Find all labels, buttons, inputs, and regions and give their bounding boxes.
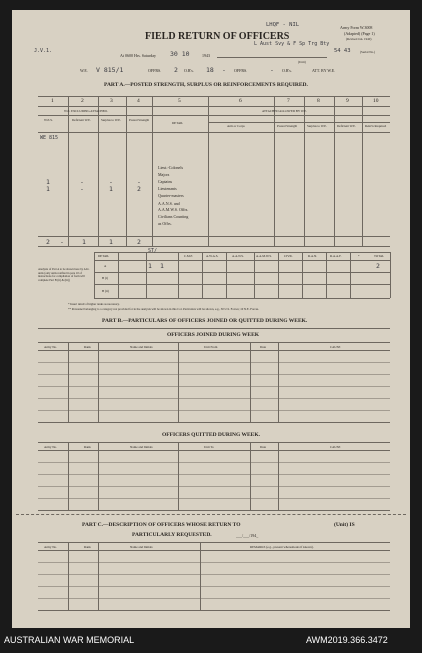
analysis-value: 1 (160, 262, 164, 270)
total-value: 1 (109, 238, 113, 246)
analysis-header: A.A.M.W.S. (256, 254, 272, 258)
army-form-label: Army Form W.3008 (340, 25, 373, 30)
cell-value: 1 (46, 185, 50, 193)
offrs2-value: - (222, 66, 226, 74)
analysis-value: 1 (148, 262, 152, 270)
part-c-col: REMARKS (e.g., present whereabouts if known). (250, 545, 314, 549)
quitted-col: Unit To (204, 445, 214, 449)
at-date: 30 10 (170, 50, 190, 58)
col-number: 2 (81, 98, 84, 104)
joined-col: Rank (84, 345, 91, 349)
unit-label: (Unit) (298, 60, 306, 64)
surplus-header: Surplus to W.E. (101, 118, 122, 122)
offrs-value: 2 (174, 66, 178, 74)
cell-value: 1 (46, 178, 50, 186)
adapted-label: (Adapted) (Page 1) (344, 31, 375, 36)
margin-number: J.V.1. (34, 48, 53, 54)
serial-number: 54 43 (334, 48, 351, 54)
analysis-header: * (358, 254, 360, 258)
total-value: 2 (46, 238, 50, 246)
serial-label: (Serial No.) (360, 50, 376, 54)
rank-label: Lieut.-Colonels (158, 165, 183, 170)
year: 1943 (202, 53, 210, 58)
part-c-date: ___/___/194_ (236, 533, 259, 538)
footnote: * Insert detail of higher ranks as necessary. (68, 302, 120, 306)
ors2-value: - (270, 66, 274, 74)
att-label: ATT. BY W.E. (312, 68, 336, 73)
quitted-col: Army No. (44, 445, 57, 449)
rank-label: Lieutenants (158, 186, 177, 191)
surplus2-header: Surplus to W.E. (307, 124, 328, 128)
total-value: 2 (137, 238, 141, 246)
cell-value: - (109, 178, 113, 186)
cell-value: - (80, 185, 84, 193)
part-c-col: Name and Initials (130, 545, 153, 549)
analysis-total: 2 (376, 262, 380, 270)
analysis-note: Analysis of Part A to be shown here by ALL units (only units notified in para 10 of instructions for compilation of form will complete Part B (ii) & (iii)) (38, 267, 90, 282)
ors-value: 18 (206, 66, 214, 74)
footnote: ** Personnel belonging to a category not provided for in the analysis will be shown in this Col. Particulars will be shown, e.g., 30 U.S. Forces; 10 N.E. Forces. (68, 307, 259, 311)
part-c-particularly: PARTICULARLY REQUESTED. (132, 532, 212, 538)
analysis-header: R.A.A.F. (330, 254, 342, 258)
rein-header: Rein'ts Required (365, 124, 387, 128)
col-number: 8 (317, 98, 320, 104)
quitted-col: Name and Initials (130, 445, 153, 449)
wes-header: W.E.S. (44, 118, 53, 122)
handwritten-we: WE 815 (40, 135, 59, 141)
part-a-heading: PART A.—POSTED STRENGTH, SURPLUS OR REINFORCEMENTS REQUIRED. (104, 82, 308, 88)
footer-credit: AUSTRALIAN WAR MEMORIAL (4, 635, 135, 645)
joined-col: CAUSE (330, 345, 341, 349)
we-value: V 815/1 (96, 66, 124, 74)
posted2-header: Posted Strength (277, 124, 298, 128)
analysis-header: CIVIL (284, 254, 293, 258)
joined-heading: OFFICERS JOINED DURING WEEK (167, 332, 260, 338)
analysis-row-label: B (ii) (102, 289, 109, 293)
analysis-header: DETAIL (98, 254, 110, 258)
quitted-col: Rank (84, 445, 91, 449)
col-number: 6 (239, 98, 242, 104)
footer-accession: AWM2019.366.3472 (306, 635, 388, 645)
quitted-col: Date (260, 445, 267, 449)
part-c-heading: PART C.—DESCRIPTION OF OFFICERS WHOSE RETURN TO (82, 522, 241, 528)
part-b-heading: PART B.—PARTICULARS OF OFFICERS JOINED OR QUITTED DURING WEEK. (102, 318, 308, 324)
ors-label: O.R's. (184, 68, 194, 73)
tear-line (16, 514, 406, 515)
analysis-header: A.W.A.S. (206, 254, 219, 258)
col-number: 9 (346, 98, 349, 104)
joined-col: Unit From (204, 345, 218, 349)
total-value: 1 (82, 238, 86, 246)
rank-label: Majors (158, 172, 170, 177)
col-number: 3 (110, 98, 113, 104)
analysis-header: C.M.F. (184, 254, 193, 258)
analysis-header: A.A.N.S. (232, 254, 244, 258)
col-number: 10 (373, 98, 379, 104)
cell-value: 2 (137, 185, 141, 193)
col-number: 5 (178, 98, 181, 104)
part-c-col: Rank (84, 545, 91, 549)
joined-col: Date (260, 345, 267, 349)
analysis-header: R.A.N. (308, 254, 318, 258)
we-excluding-label: W.E. EXCLUDING ATTACHED. (64, 109, 108, 113)
unit-typed: L Aust Svy & F Sp Trg Bty (254, 41, 330, 47)
deficient2-header: Deficient W.E. (337, 124, 356, 128)
stamp-text: LHQF - NIL (266, 22, 300, 28)
quitted-heading: OFFICERS QUITTED DURING WEEK. (162, 432, 260, 438)
detail-header: DETAIL (172, 121, 184, 125)
form-title: FIELD RETURN OF OFFICERS (145, 31, 290, 42)
cell-value: 1 (109, 185, 113, 193)
part-c-col: Army No. (44, 545, 57, 549)
posted-header: Posted Strength (129, 118, 150, 122)
rank-label: as Offrs. (158, 221, 172, 226)
total-value: - (60, 238, 64, 246)
rank-label: Captains (158, 179, 172, 184)
rank-label: Civilians Counting (158, 214, 189, 219)
deficient-header: Deficient W.E. (72, 118, 91, 122)
at-label: At 0600 Hrs. Saturday (120, 53, 156, 58)
analysis-row-label: B (i) (102, 276, 108, 280)
joined-col: Name and Initials (130, 345, 153, 349)
attached-allowed-label: ATTACHED ALLOWED BY W.E. (262, 109, 308, 113)
offrs2-label: OFFRS. (234, 68, 248, 73)
revised-label: (Revised Jan. 1940) (346, 37, 372, 41)
part-c-unit: (Unit) IS (334, 522, 355, 528)
joined-col: Army No. (44, 345, 57, 349)
analysis-header: TOTAL (374, 254, 385, 258)
cell-value: - (137, 178, 141, 186)
ors2-label: O.R's. (282, 68, 292, 73)
rank-label: A.A.N.S. and (158, 201, 180, 206)
form-page (12, 10, 410, 628)
analysis-header: ST/ (148, 248, 158, 254)
quitted-col: CAUSE (330, 445, 341, 449)
cell-value: - (80, 178, 84, 186)
rank-label: A.A.M.W.S. Offrs. (158, 207, 189, 212)
rank-label: Quarter-masters (158, 193, 184, 198)
arm-header: Arm or Corps (227, 124, 245, 128)
analysis-row-label: A (104, 264, 107, 268)
col-number: 4 (137, 98, 140, 104)
col-number: 7 (287, 98, 290, 104)
we-label: W.E. (80, 68, 88, 73)
offrs-label: OFFRS. (148, 68, 162, 73)
col-number: 1 (51, 98, 54, 104)
